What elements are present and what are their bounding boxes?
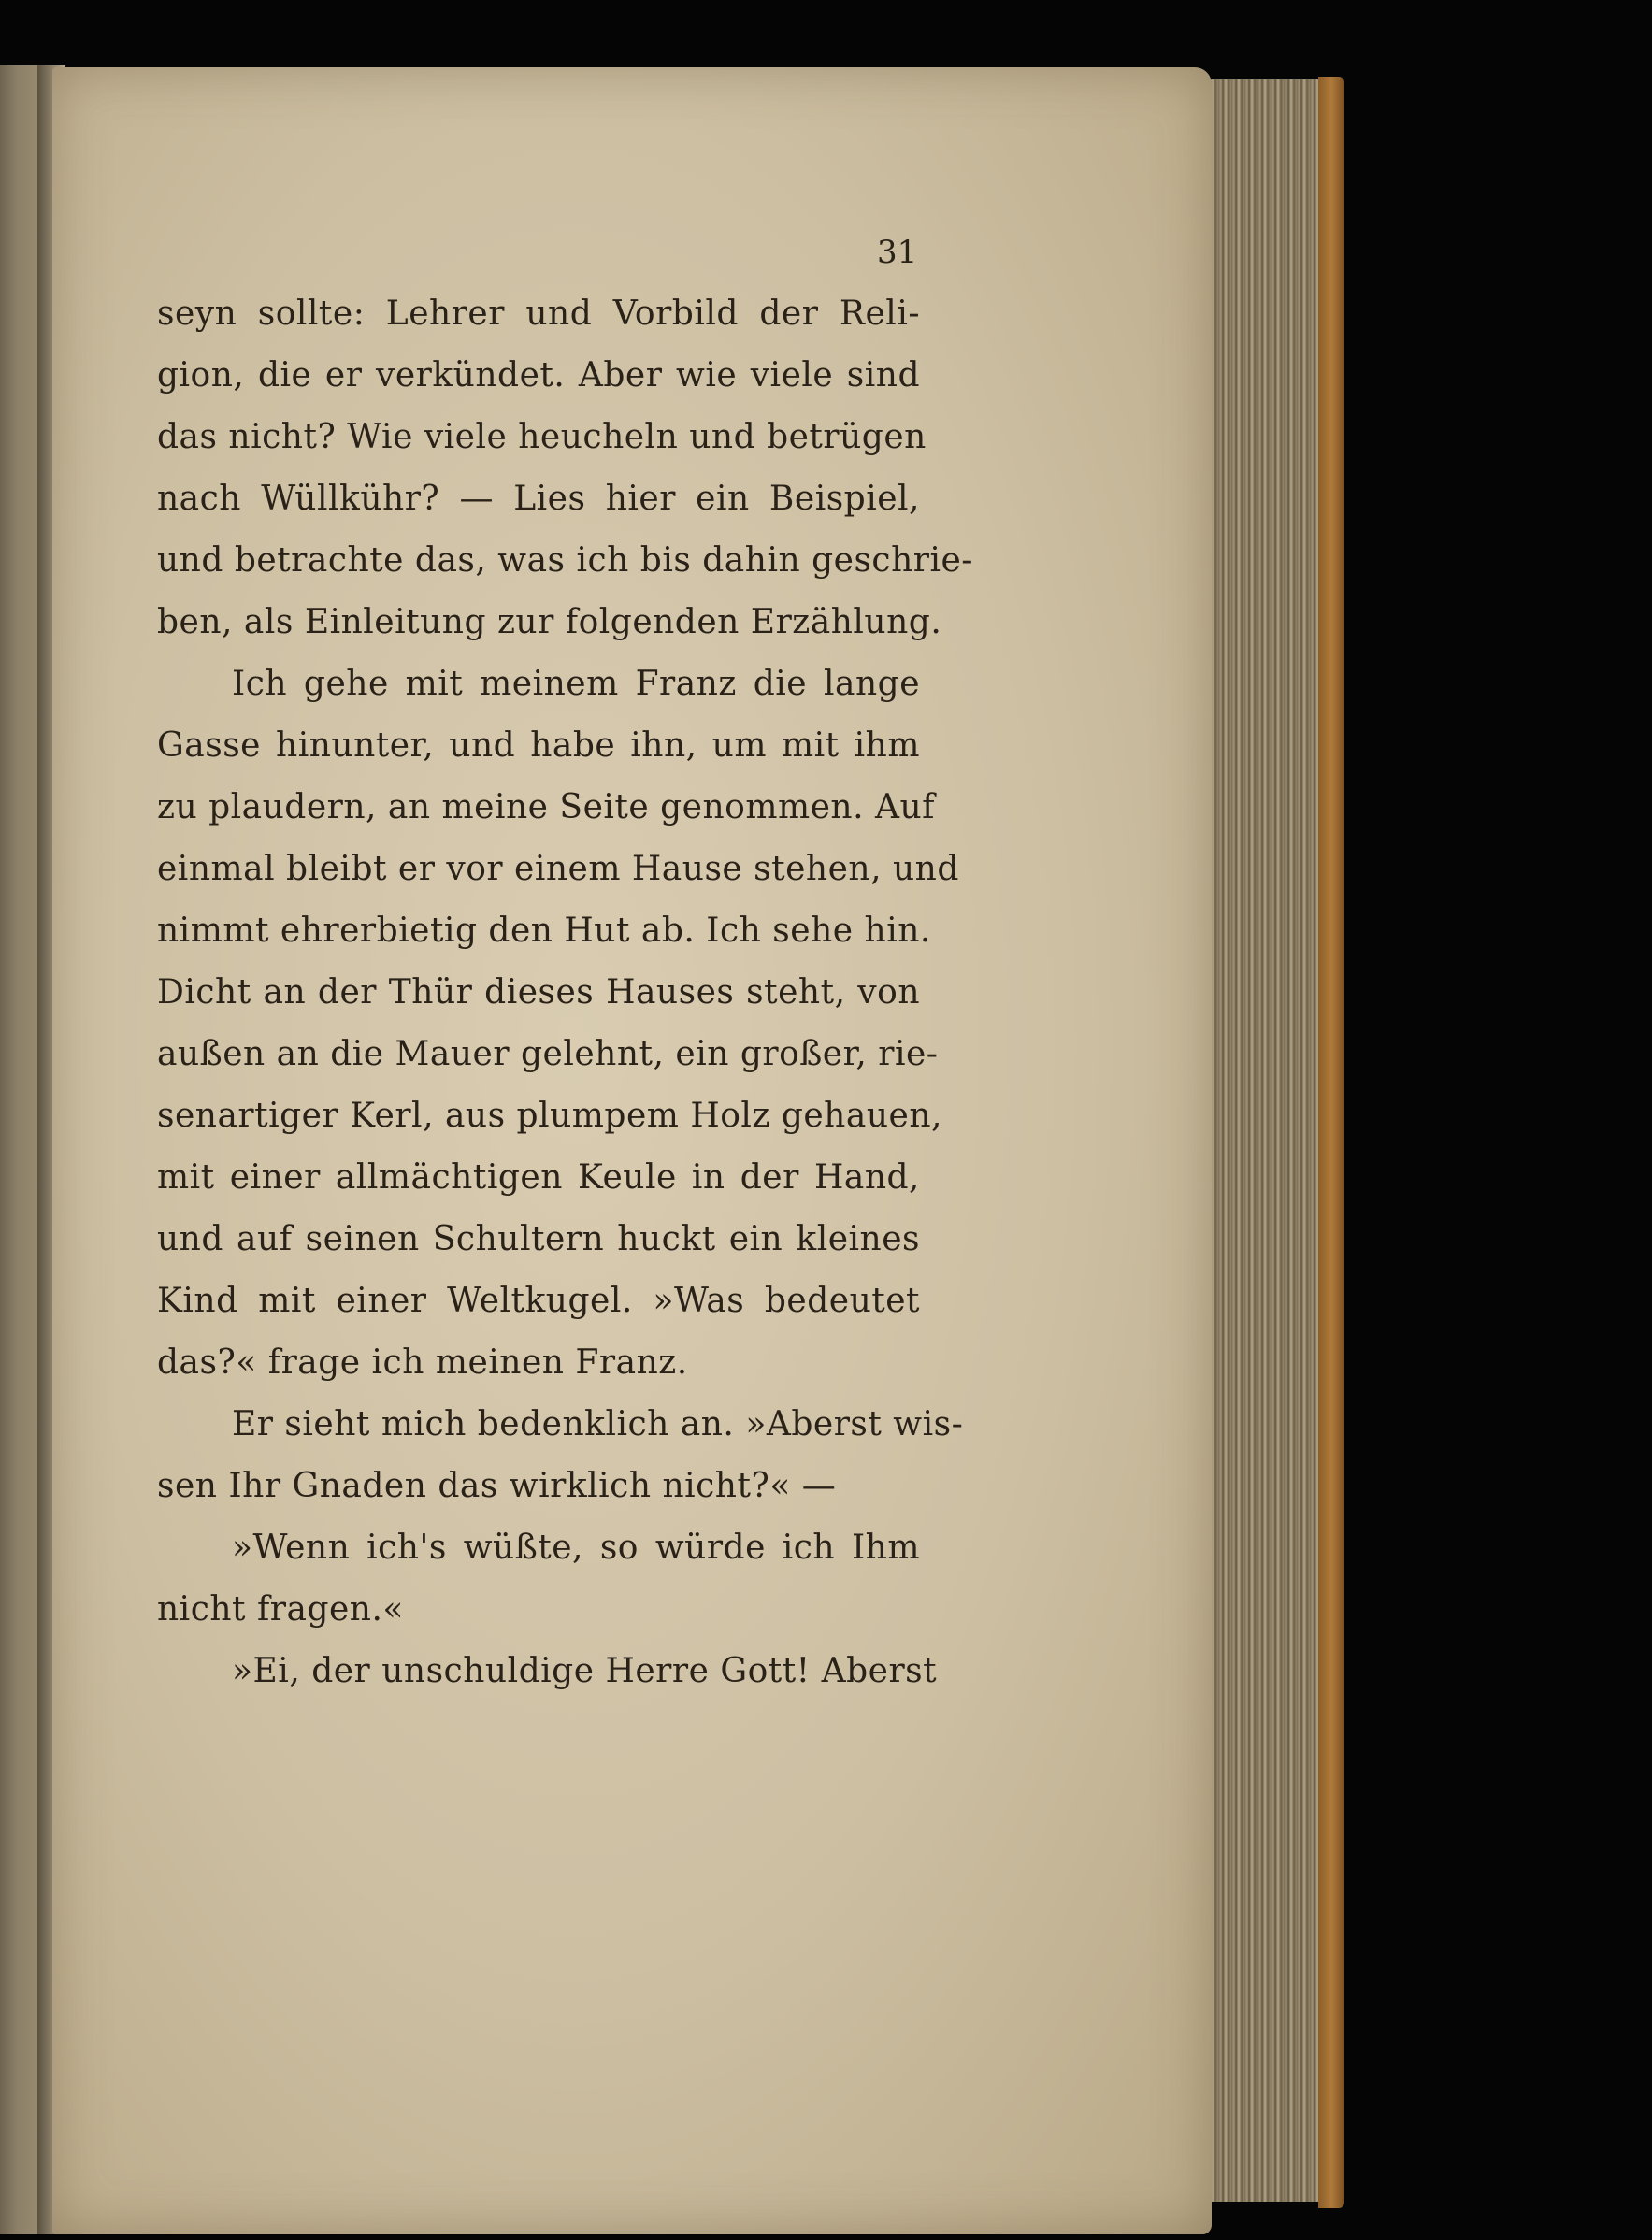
text-line: das?« frage ich meinen Franz. [157, 1343, 688, 1382]
text-line: nicht fragen.« [157, 1590, 404, 1629]
text-line: senartiger Kerl, aus plumpem Holz gehauen, [157, 1097, 942, 1135]
text-line: einmal bleibt er vor einem Hause stehen, und [157, 850, 959, 888]
text-line: Kind mit einer Weltkugel. »Was bedeutet [157, 1282, 920, 1320]
text-line: Gasse hinunter, und habe ihn, um mit ihm [157, 726, 920, 765]
page-edges [1192, 79, 1332, 2202]
text-line: das nicht? Wie viele heucheln und betrügen [157, 418, 927, 456]
text-line: und auf seinen Schultern huckt ein kleines [157, 1220, 920, 1258]
book-cover-edge [1318, 77, 1344, 2208]
text-line: zu plaudern, an meine Seite genommen. Auf [157, 788, 935, 826]
text-line: sen Ihr Gnaden das wirklich nicht?« — [157, 1467, 837, 1505]
text-line: »Ei, der unschuldige Herre Gott! Aberst [232, 1652, 938, 1690]
text-line: außen an die Mauer gelehnt, ein großer, rie- [157, 1035, 939, 1073]
text-line: Ich gehe mit meinem Franz die lange [232, 665, 920, 703]
text-line: nimmt ehrerbietig den Hut ab. Ich sehe hin. [157, 912, 931, 950]
text-line: gion, die er verkündet. Aber wie viele sind [157, 356, 920, 395]
text-line: nach Wüllkühr? — Lies hier ein Beispiel, [157, 480, 920, 518]
text-line: »Wenn ich's wüßte, so würde ich Ihm [232, 1529, 920, 1567]
text-line: und betrachte das, was ich bis dahin geschrie- [157, 541, 973, 580]
text-line: Er sieht mich bedenklich an. »Aberst wis- [232, 1405, 964, 1443]
text-line: seyn sollte: Lehrer und Vorbild der Reli- [157, 294, 920, 333]
page-number: 31 [877, 234, 918, 271]
text-line: mit einer allmächtigen Keule in der Hand, [157, 1158, 920, 1197]
text-line: ben, als Einleitung zur folgenden Erzählung. [157, 603, 942, 641]
text-line: Dicht an der Thür dieses Hauses steht, von [157, 973, 920, 1012]
